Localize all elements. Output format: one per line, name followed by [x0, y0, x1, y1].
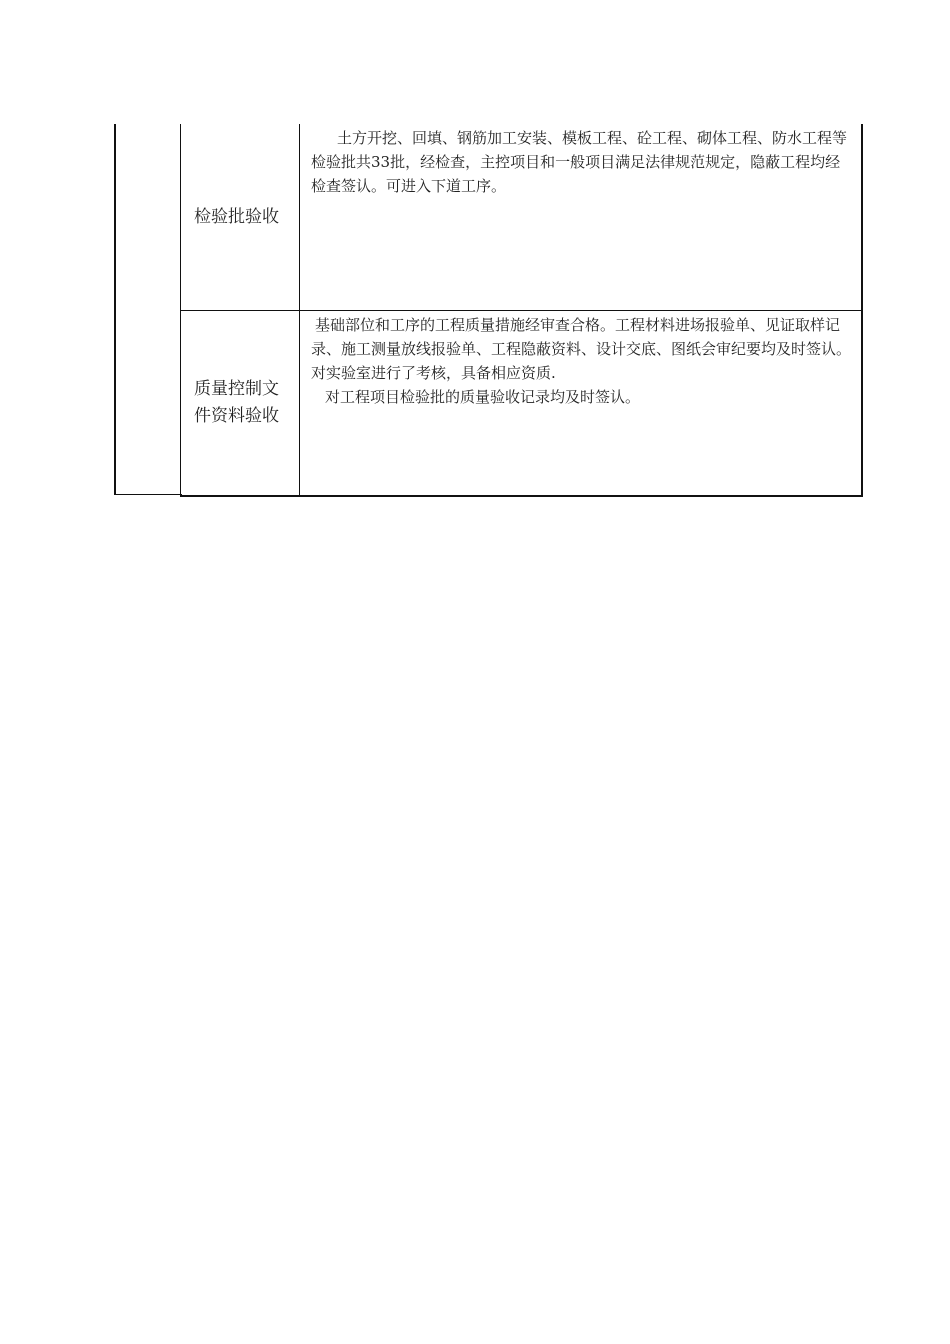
- table-row-quality-docs: [180, 311, 863, 497]
- row-label-cell: [181, 311, 300, 495]
- merged-category-cell: [114, 124, 182, 495]
- row-content-cell: [301, 124, 861, 310]
- table-row-inspection-lot: [180, 124, 863, 311]
- row-label-cell: [181, 124, 300, 310]
- inspection-table: [114, 124, 862, 496]
- quality-docs-paragraph-1: 基础部位和工序的工程质量措施经审查合格。工程材料进场报验单、见证取样记录、施工测量放线报验单、工程隐蔽资料、设计交底、图纸会审纪要均及时签认。对实验室进行了考核，具备相应资质.: [311, 316, 852, 382]
- row-label-inspection-lot: 检验批验收: [194, 207, 279, 227]
- inspection-lot-paragraph: 土方开挖、回填、钢筋加工安装、模板工程、砼工程、砌体工程、防水工程等检验批共33批，经检查，主控项目和一般项目满足法律规范规定，隐蔽工程均经检查签认。可进入下道工序。: [311, 129, 848, 195]
- quality-docs-paragraph-2: 对工程项目检验批的质量验收记录均及时签认。: [325, 388, 641, 406]
- row-content-cell: [301, 311, 861, 495]
- row-label-quality-docs: 质量控制文件资料验收: [194, 379, 279, 426]
